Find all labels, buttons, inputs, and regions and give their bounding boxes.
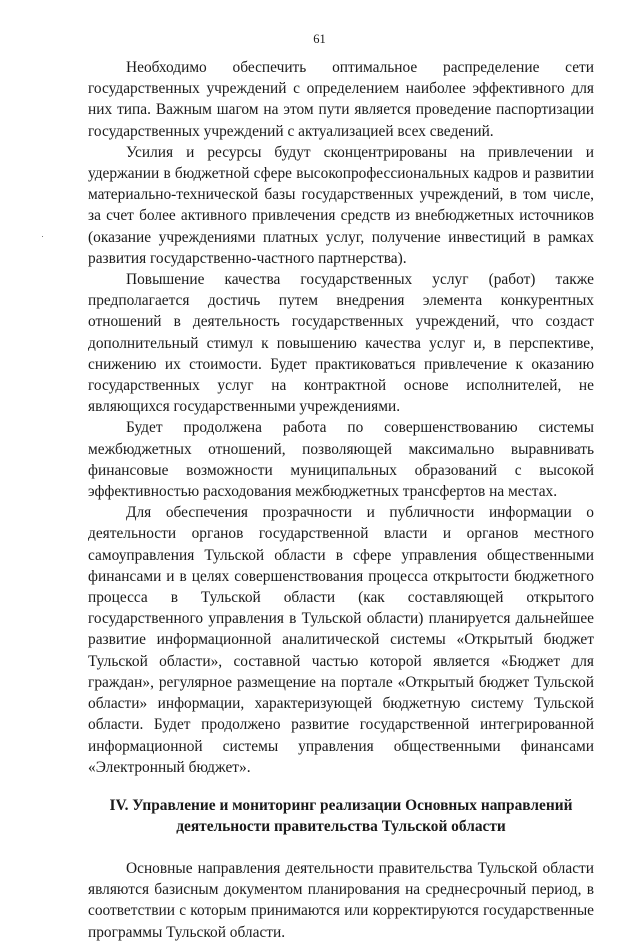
section-heading-line-1: IV. Управление и мониторинг реализации Основных направлений	[109, 796, 573, 814]
paragraph-service-quality: Повышение качества государственных услуг (работ) также предполагается достичь путем внедрения элемента конкурентных отношений в деятельность государственных учреждений, что создаст дополнительный стимул к повышению качества услуг и, в перспективе, снижению их стоимости. Будет практиковаться привлечение к оказанию государственных услуг на контрактной основе исполнителей, не являющихся государственными учреждениями.	[88, 271, 594, 416]
page-body	[88, 57, 594, 943]
scan-speck	[42, 236, 43, 237]
section-heading	[88, 795, 594, 837]
section-heading-line-2: деятельности правительства Тульской области	[176, 817, 506, 835]
paragraph-network-optimization: Необходимо обеспечить оптимальное распределение сети государственных учреждений с определением наиболее эффективного для них типа. Важным шагом на этом пути является проведение паспортизации государственных учреждений с актуализацией всех сведений.	[88, 59, 594, 140]
paragraph-basic-directions: Основные направления деятельности правительства Тульской области являются базисным документом планирования на среднесрочный период, в соответствии с которым принимаются или корректируются государственные программы Тульской области.	[88, 859, 594, 941]
page-number: 61	[313, 32, 326, 46]
paragraph-budget-transparency: Для обеспечения прозрачности и публичности информации о деятельности органов государственной власти и органов местного самоуправления Тульской области в сфере управления общественными финансами и в целях совершенствования процесса открытости бюджетного процесса в Тульской области (как составляющей открытого государственного управления в Тульской области) планируется дальнейшее развитие информационной аналитической системы «Открытый бюджет Тульской области», составной частью которой является «Бюджет для граждан», регулярное размещение на портале «Открытый бюджет Тульской области» информации, характеризующей бюджетную систему Тульской области. Будет продолжено развитие государственной интегрированной информационной системы управления общественными финансами «Электронный бюджет».	[88, 504, 594, 776]
paragraph-interbudget-relations: Будет продолжена работа по совершенствованию системы межбюджетных отношений, позволяющей максимально выравнивать финансовые возможности муниципальных образований с высокой эффективностью расходования межбюджетных трансфертов на местах.	[88, 419, 594, 501]
paragraph-resources-personnel: Усилия и ресурсы будут сконцентрированы на привлечении и удержании в бюджетной сфере высокопрофессиональных кадров и развитии материально-технической базы государственных учреждений, в том числе, за счет более активного привлечения средств из внебюджетных источников (оказание учреждениями платных услуг, получение инвестиций в рамках развития государственно-частного партнерства).	[88, 143, 594, 267]
